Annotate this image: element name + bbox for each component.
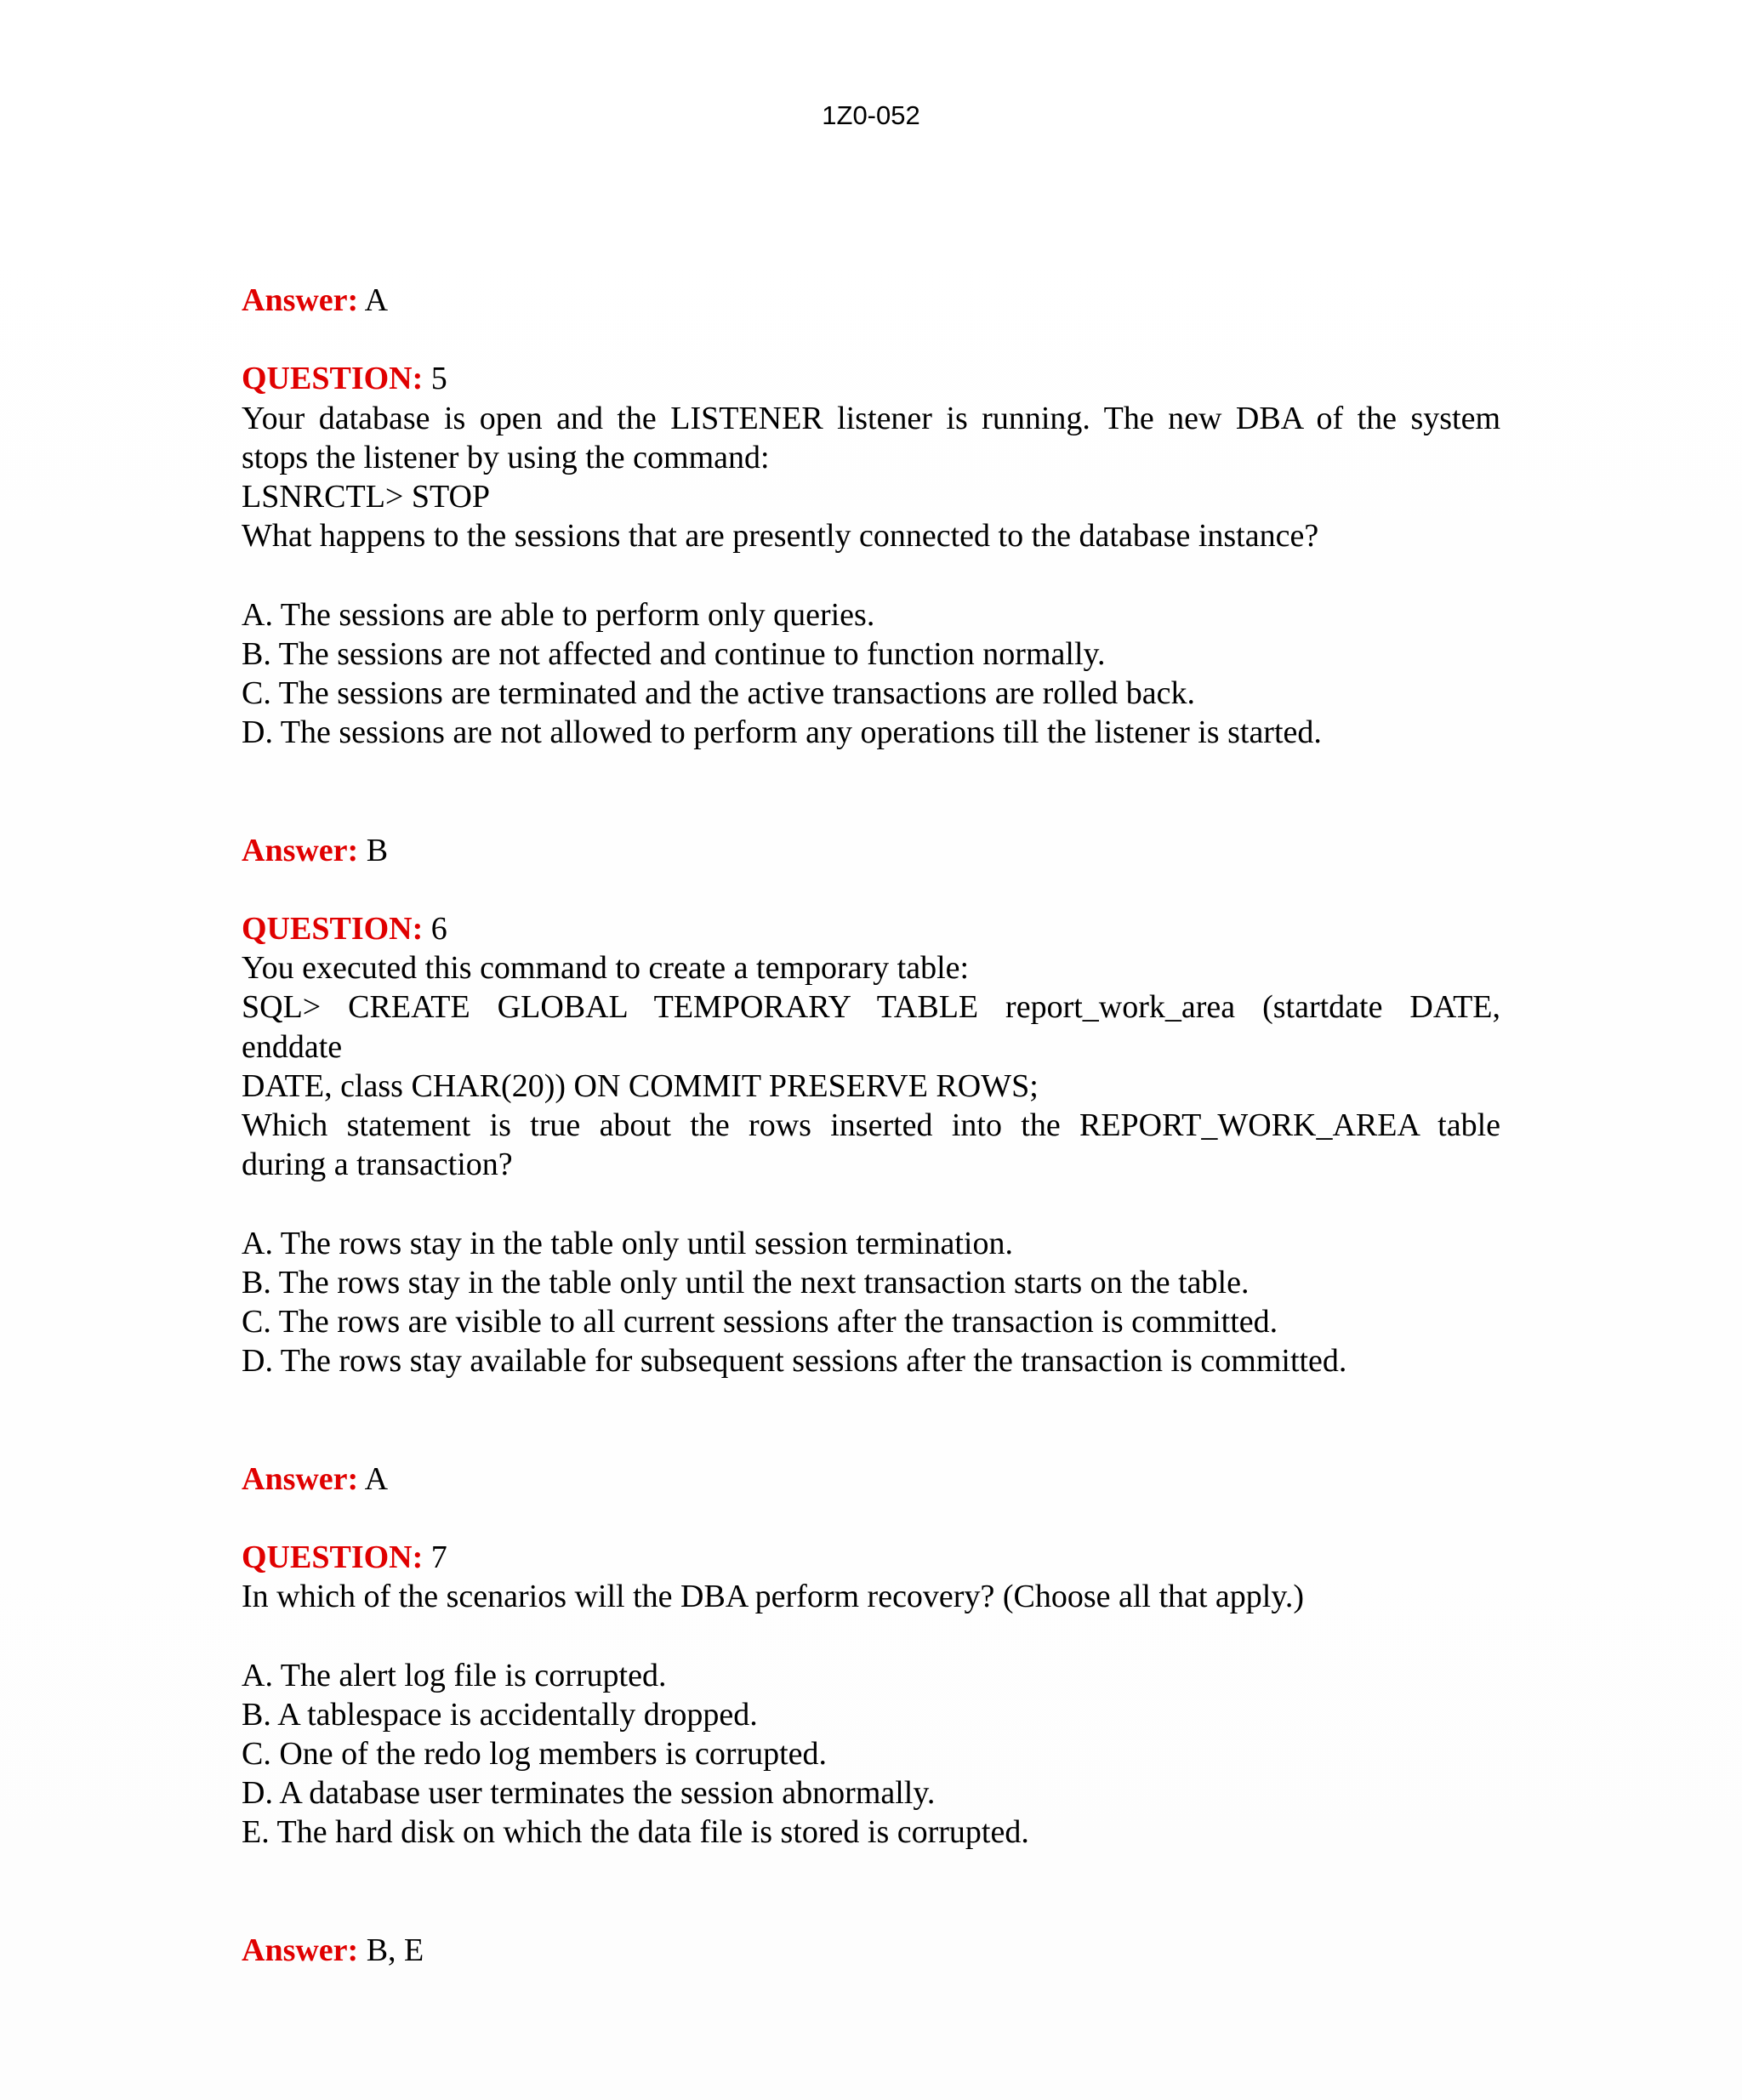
question-sql-line: DATE, class CHAR(20)) ON COMMIT PRESERVE ROWS; (242, 1067, 1039, 1104)
answer-line-q5 (242, 831, 1500, 870)
answer-value: A (358, 1460, 389, 1497)
page-header: 1Z0-052 (822, 100, 920, 130)
answer-line-q7 (242, 1931, 1500, 1970)
answer-option: A. The alert log file is corrupted. (242, 1657, 667, 1693)
question-command-line: LSNRCTL> STOP (242, 478, 491, 515)
answer-value: A (358, 282, 389, 318)
question-label: QUESTION: (242, 1539, 424, 1576)
answer-value: B, E (358, 1932, 424, 1968)
question-heading-7 (242, 1538, 1500, 1577)
question-heading-5 (242, 359, 1500, 398)
question-number: 6 (423, 911, 447, 948)
question-label: QUESTION: (242, 911, 424, 948)
question-text-line: What happens to the sessions that are presently connected to the database instance? (242, 518, 1319, 555)
answer-label: Answer: (242, 1932, 359, 1968)
question-sql-line: enddate (242, 1028, 343, 1065)
answer-option: A. The sessions are able to perform only queries. (242, 596, 875, 633)
question-text-line: during a transaction? (242, 1147, 513, 1183)
question-number: 5 (423, 361, 447, 397)
answer-option: C. The sessions are terminated and the active transactions are rolled back. (242, 674, 1195, 711)
answer-option: D. A database user terminates the session abnormally. (242, 1775, 936, 1812)
answer-option: B. The sessions are not affected and continue to function normally. (242, 635, 1106, 672)
question-label: QUESTION: (242, 361, 424, 397)
answer-option: B. A tablespace is accidentally dropped. (242, 1696, 758, 1733)
answer-label: Answer: (242, 282, 359, 318)
answer-option: A. The rows stay in the table only until session termination. (242, 1225, 1013, 1261)
question-sql-line: SQL> CREATE GLOBAL TEMPORARY TABLE report_work_area (startdate DATE, (242, 989, 1500, 1026)
question-text-line: stops the listener by using the command: (242, 439, 770, 475)
question-text-line: Which statement is true about the rows inserted into the REPORT_WORK_AREA table (242, 1107, 1500, 1143)
question-text-line: In which of the scenarios will the DBA perform recovery? (Choose all that apply.) (242, 1579, 1305, 1615)
answer-line-q6 (242, 1460, 1500, 1499)
answer-option: D. The sessions are not allowed to perform any operations till the listener is started. (242, 714, 1322, 751)
answer-label: Answer: (242, 1460, 359, 1497)
answer-option: E. The hard disk on which the data file is stored is corrupted. (242, 1814, 1029, 1851)
answer-option: B. The rows stay in the table only until the next transaction starts on the table. (242, 1264, 1250, 1300)
question-number: 7 (423, 1539, 447, 1576)
question-text-line: You executed this command to create a temporary table: (242, 950, 970, 987)
question-heading-6 (242, 909, 1500, 948)
page-content (242, 281, 1500, 1970)
question-text-line: Your database is open and the LISTENER listener is running. The new DBA of the system (242, 400, 1500, 436)
answer-option: C. One of the redo log members is corrupted. (242, 1735, 828, 1772)
answer-value: B (358, 832, 389, 868)
answer-line-q4 (242, 281, 1500, 320)
answer-option: C. The rows are visible to all current sessions after the transaction is committed. (242, 1303, 1278, 1340)
answer-label: Answer: (242, 832, 359, 868)
answer-option: D. The rows stay available for subsequent sessions after the transaction is committed. (242, 1343, 1347, 1380)
